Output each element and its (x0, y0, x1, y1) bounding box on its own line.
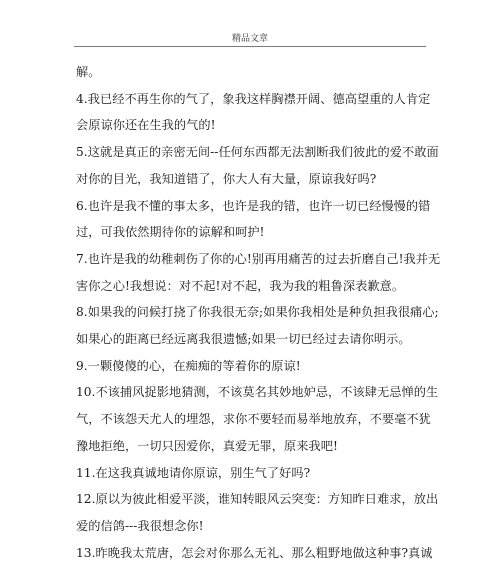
text-line: 4.我已经不再生你的气了，象我这样胸襟开阔、德高望重的人肯定 (76, 91, 431, 106)
text-line: 对你的目光，我知道错了，你大人有大量，原谅我好吗? (76, 171, 377, 186)
header-title: 精品文章 (231, 34, 268, 44)
text-line: 豫地拒绝，一切只因爱你，真爱无罪，原来我吧! (76, 438, 338, 453)
text-line: 6.也许是我不懂的事太多，也许是我的错，也许一切已经慢慢的错 (76, 198, 431, 213)
text-line: 解。 (76, 65, 101, 79)
text-line: 8.如果我的问候打挠了你我很无奈;如果你我相处是种负担我很痛心; (76, 305, 439, 320)
article-body (76, 59, 441, 566)
text-line: 爱的信鸽---我很想念你! (76, 518, 204, 533)
text-line: 气，不该怨天尤人的埋怨，求你不要轻而易举地放弃，不要毫不犹 (76, 412, 431, 427)
text-line: 过，可我依然期待你的谅解和呵护! (76, 225, 265, 240)
text-line: 9.一颗傻傻的心，在痴痴的等着你的原谅! (76, 358, 301, 373)
text-line: 5.这就是真正的亲密无间--任何东西都无法割断我们彼此的爱不敢面 (76, 145, 439, 160)
text-line: 7.也许是我的幼稚刺伤了你的心!别再用痛苦的过去折磨自己!我并无 (76, 251, 441, 266)
page-header (74, 0, 426, 47)
text-line: 11.在这我真诚地请你原谅，别生气了好吗? (76, 465, 311, 480)
text-line: 害你之心!我想说：对不起!对不起，我为我的粗鲁深表歉意。 (76, 278, 405, 293)
text-line: 13.昨晚我太荒唐，怎会对你那么无礼、那么粗野地做这种事?真诚 (76, 545, 433, 560)
text-line: 10.不该捕风捉影地猜测，不该莫名其妙地妒忌，不该肆无忌惮的生 (76, 385, 439, 400)
text-line: 会原谅你还在生我的气的! (76, 118, 216, 133)
text-line: 12.原以为彼此相爱平淡，谁知转眼风云突变：方知昨日难求，放出 (76, 492, 439, 507)
text-line: 如果心的距离已经远离我很遗憾;如果一切已经过去请你明示。 (76, 332, 411, 347)
